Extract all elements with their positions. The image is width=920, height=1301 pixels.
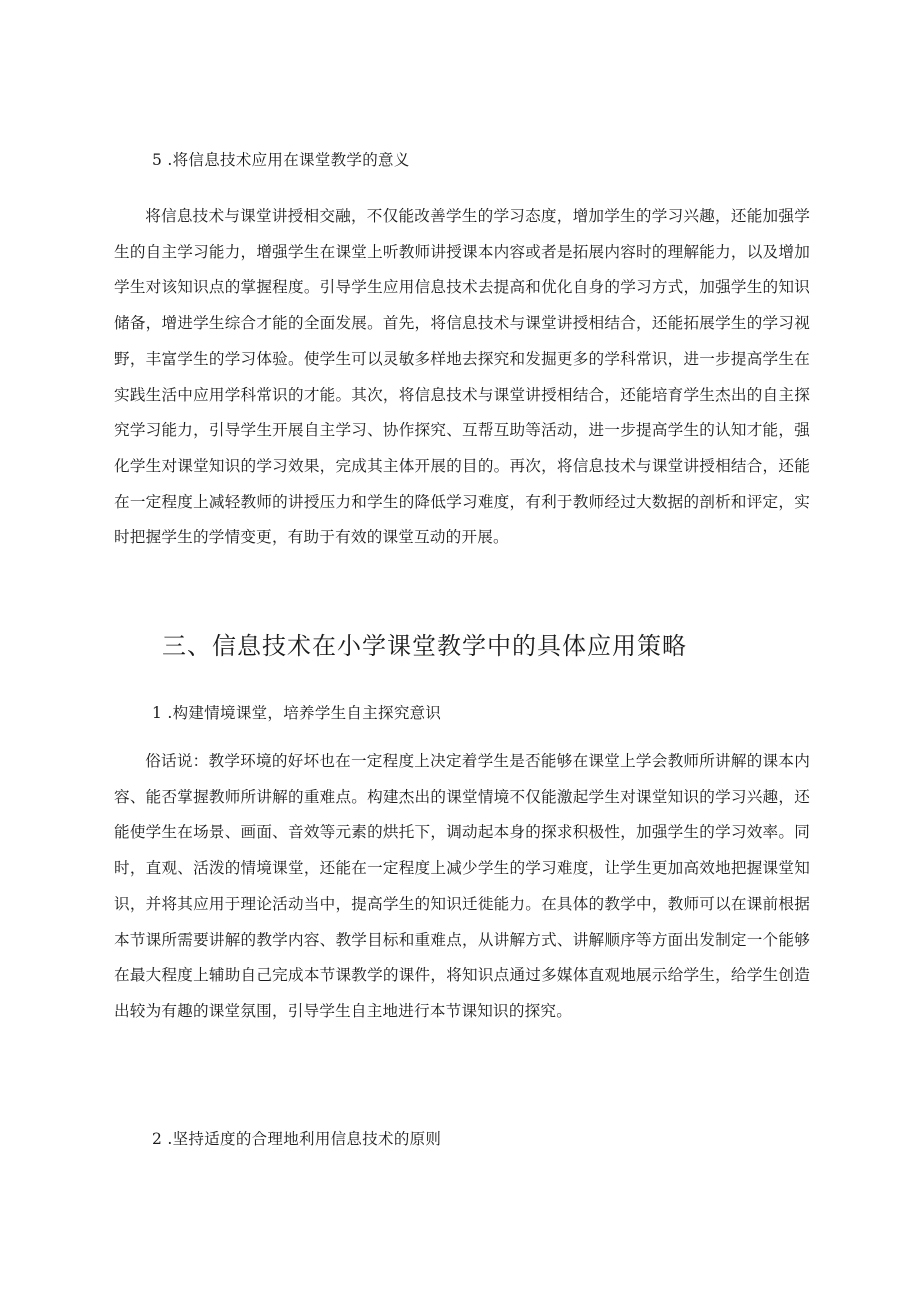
subsection-heading-5: 5 .将信息技术应用在课堂教学的意义	[152, 151, 410, 169]
subsection-heading-1: 1 .构建情境课堂，培养学生自主探究意识	[152, 704, 442, 722]
paragraph-significance: 将信息技术与课堂讲授相交融，不仅能改善学生的学习态度，增加学生的学习兴趣，还能加强学生的自主学习能力，增强学生在课堂上听教师讲授课本内容或者是拓展内容时的理解能力，以及增加学生对该知识点的掌握程度。引导学生应用信息技术去提高和优化自身的学习方式，加强学生的知识储备，增进学生综合才能的全面发展。首先，将信息技术与课堂讲授相结合，还能拓展学生的学习视野，丰富学生的学习体验。使学生可以灵敏多样地去探究和发掘更多的学科常识，进一步提高学生在实践生活中应用学科常识的才能。其次，将信息技术与课堂讲授相结合，还能培育学生杰出的自主探究学习能力，引导学生开展自主学习、协作探究、互帮互助等活动，进一步提高学生的认知才能，强化学生对课堂知识的学习效果，完成其主体开展的目的。再次，将信息技术与课堂讲授相结合，还能在一定程度上减轻教师的讲授压力和学生的降低学习难度，有利于教师经过大数据的剖析和评定，实时把握学生的学情变更，有助于有效的课堂互动的开展。	[114, 207, 810, 547]
paragraph-situational-classroom: 俗话说：教学环境的好坏也在一定程度上决定着学生是否能够在课堂上学会教师所讲解的课本内容、能否掌握教师所讲解的重难点。构建杰出的课堂情境不仅能激起学生对课堂知识的学习兴趣，还能使学生在场景、画面、音效等元素的烘托下，调动起本身的探求积极性，加强学生的学习效率。同时，直观、活泼的情境课堂，还能在一定程度上减少学生的学习难度，让学生更加高效地把握课堂知识，并将其应用于理论活动当中，提高学生的知识迁徙能力。在具体的教学中，教师可以在课前根据本节课所需要讲解的教学内容、教学目标和重难点，从讲解方式、讲解顺序等方面出发制定一个能够在最大程度上辅助自己完成本节课教学的课件，将知识点通过多媒体直观地展示给学生，给学生创造出较为有趣的课堂氛围，引导学生自主地进行本节课知识的探究。	[114, 752, 810, 1020]
section-heading-3: 三、信息技术在小学课堂教学中的具体应用策略	[162, 632, 687, 660]
subsection-heading-2: 2 .坚持适度的合理地利用信息技术的原则	[152, 1130, 442, 1148]
